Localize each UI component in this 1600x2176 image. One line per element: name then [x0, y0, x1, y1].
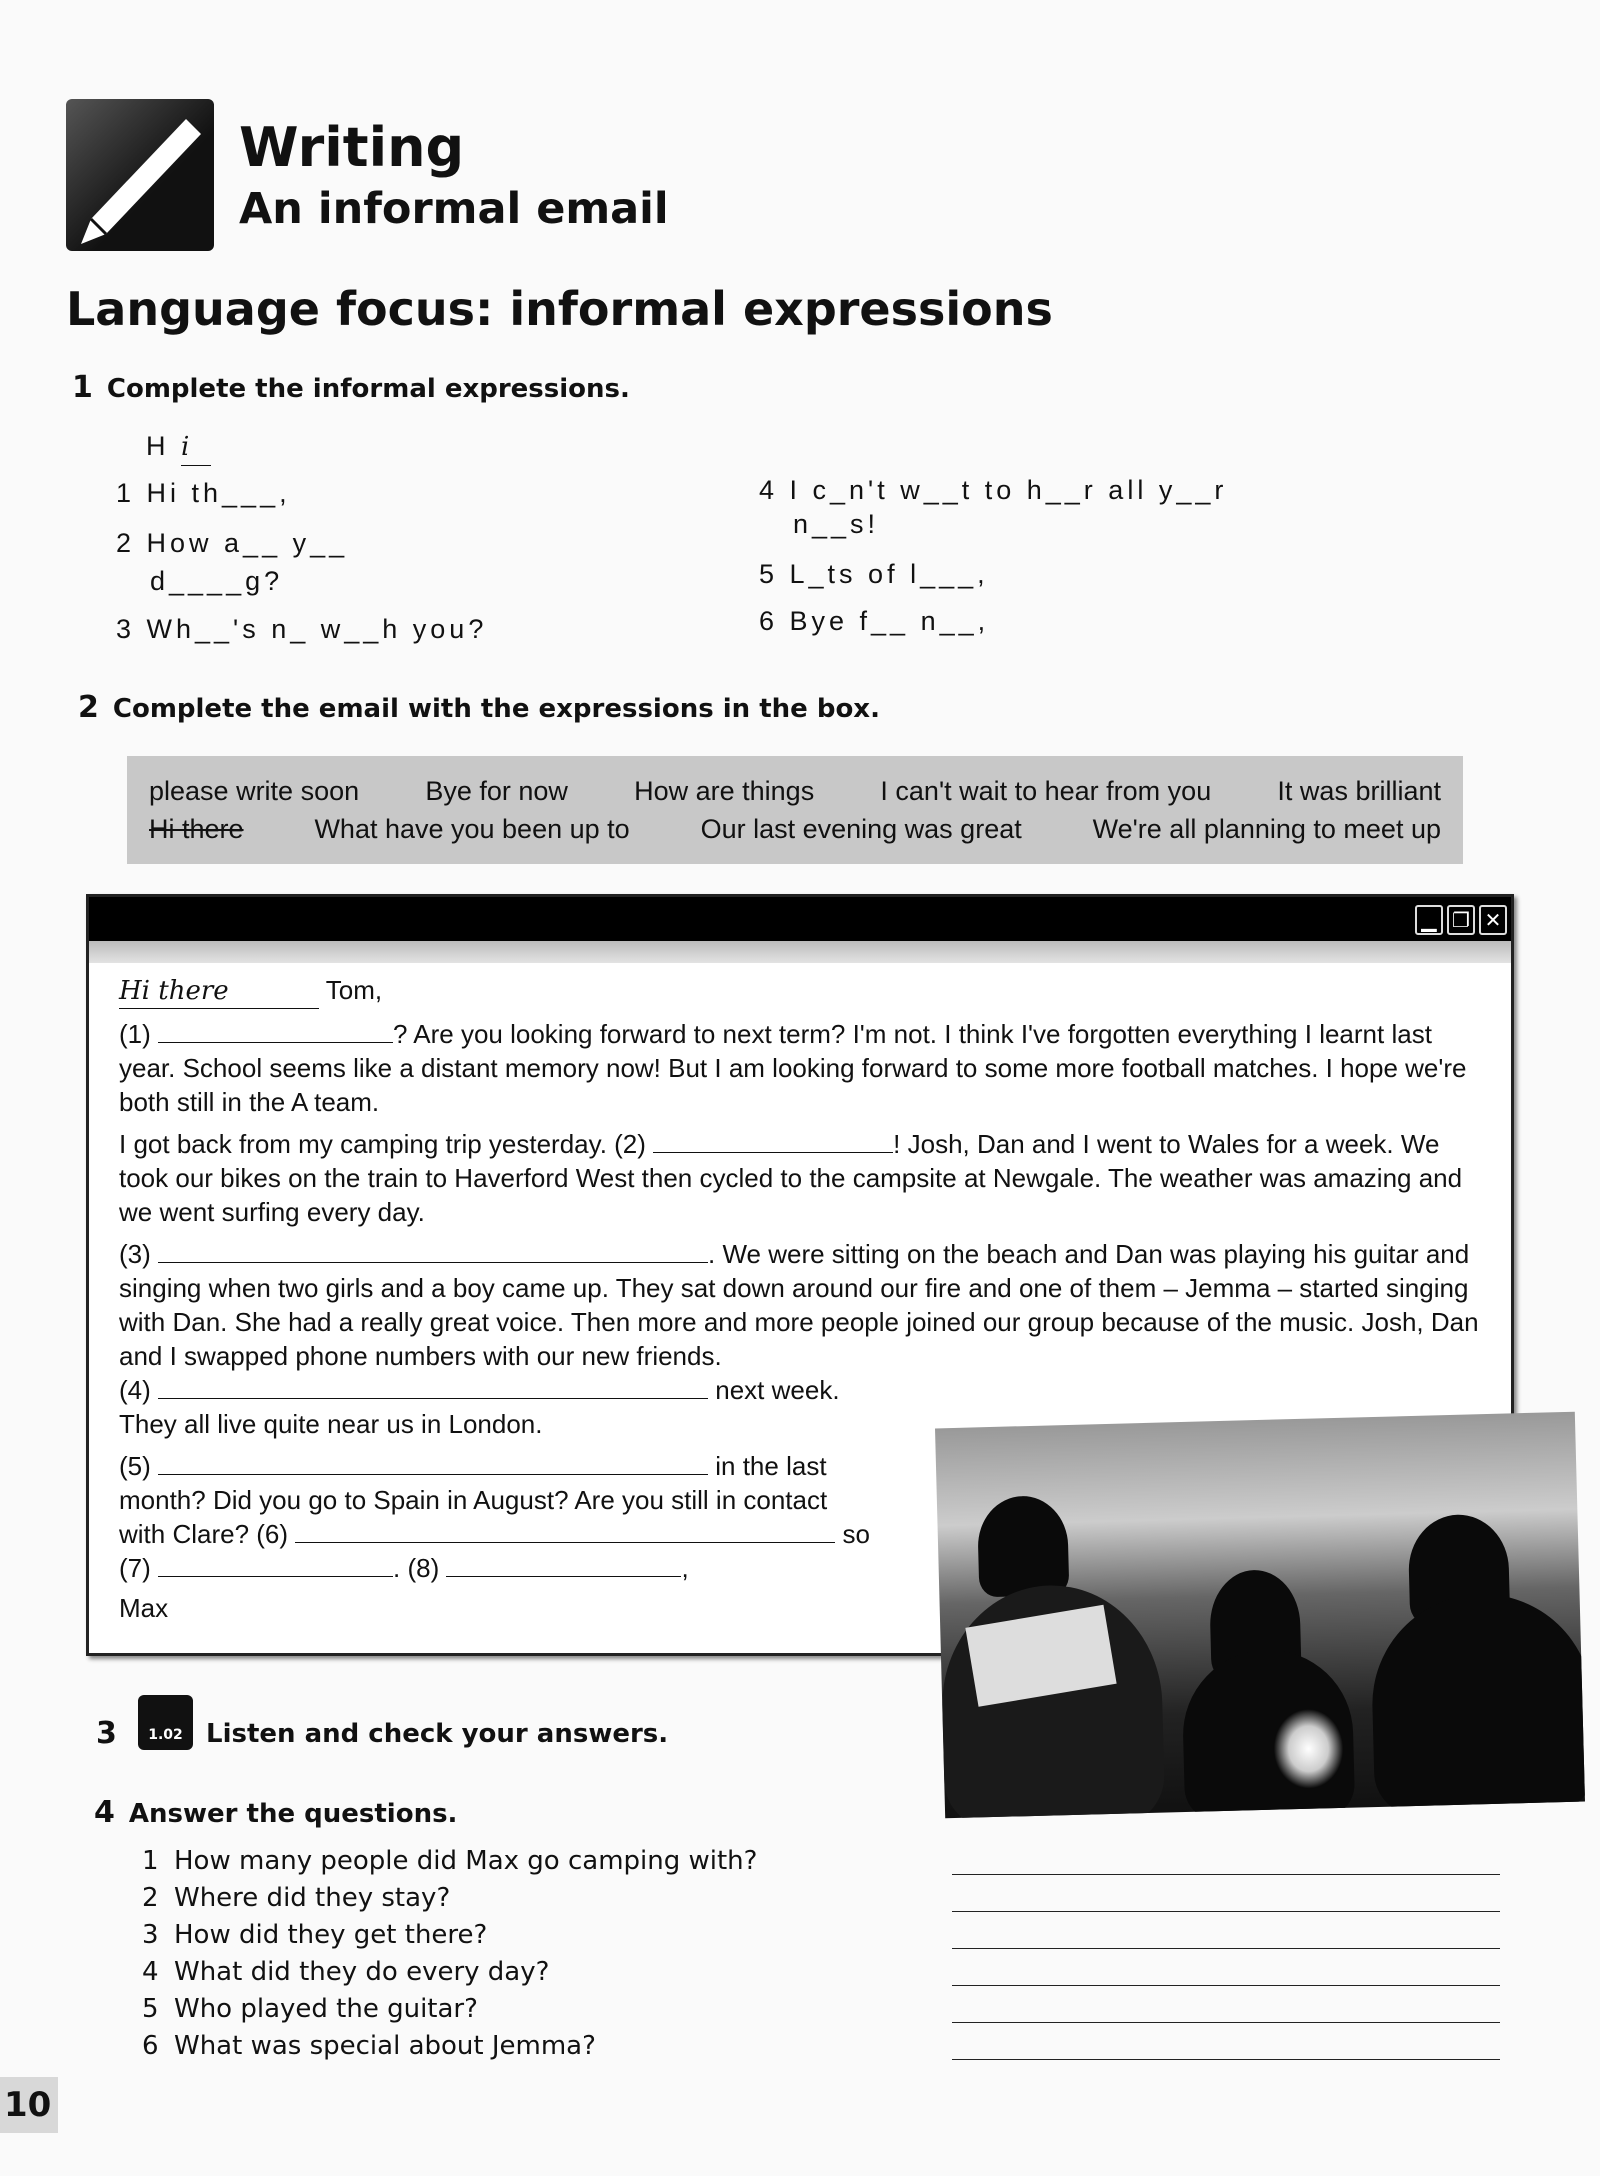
window-title-bar — [89, 897, 1511, 941]
question: 1 How many people did Max go camping with? — [142, 1846, 758, 1876]
ex1-item: 1 Hi th___, — [116, 478, 291, 508]
ex1-item: d____g? — [150, 566, 284, 596]
exercise-4-heading: 4 Answer the questions. — [94, 1795, 458, 1830]
example: H i — [146, 428, 211, 466]
close-icon[interactable]: ✕ — [1479, 905, 1507, 935]
question: 2 Where did they stay? — [142, 1883, 451, 1913]
page-number: 10 — [0, 2077, 58, 2133]
section-title: Language focus: informal expressions — [66, 282, 1053, 336]
page-subtitle: An informal email — [239, 184, 669, 234]
email-body: Hi there Tom, (1) ? Are you looking forward to next term? I'm not. I think I've forgotten everything I learnt last year. School seems like a distant memory now! But I am looking forward to some more football matches. I hope we're both still in the A team. I got back from my camping trip yesterday. (2) ! Josh, Dan and I went to Wales for a week. We took our bikes on the train to Haverford West then cycled to the campsite at Newgale. The weather was amazing and we went surfing every day. (3) . We were sitting on the beach and Dan was playing his guitar and singing when two girls and a boy came up. They sat down around our fire and one of them – Jemma – started singing with Dan. She had a really great voice. Then more and more people joined our group because of the music. Josh, Dan and I swapped phone numbers with our new friends. (4) next week. They all live quite near us in London. (5) in the last month? Did you go to Spain in August? Are you still in contact with Clare? (6) so (7) . (8) , Max — [119, 975, 1479, 1623]
fire — [1272, 1708, 1344, 1790]
answer-line[interactable] — [952, 1948, 1500, 1949]
exercise-3-instruction: Listen and check your answers. — [206, 1719, 669, 1749]
pen-icon — [66, 99, 214, 251]
audio-cd-icon[interactable]: 1.02 — [138, 1695, 193, 1750]
answer-line[interactable] — [952, 1985, 1500, 1986]
toolbar-band — [89, 941, 1511, 963]
ex1-item: 3 Wh__'s n_ w__h you? — [116, 614, 488, 644]
ex1-item: n__s! — [793, 509, 880, 539]
page-title: Writing — [239, 116, 465, 179]
ex1-item: 6 Bye f__ n__, — [759, 606, 990, 636]
restore-icon[interactable]: ❐ — [1447, 905, 1475, 935]
question: 6 What was special about Jemma? — [142, 2031, 596, 2061]
campfire-photo — [935, 1412, 1585, 1819]
answer-line[interactable] — [952, 2022, 1500, 2023]
exercise-1-heading: 1 Complete the informal expressions. — [72, 370, 630, 405]
exercise-2-heading: 2 Complete the email with the expressions in the box. — [78, 690, 880, 725]
question: 5 Who played the guitar? — [142, 1994, 478, 2024]
minimize-icon[interactable]: ▁ — [1415, 905, 1443, 935]
ex1-item: 4 I c_n't w__t to h__r all y__r — [759, 475, 1228, 505]
question: 4 What did they do every day? — [142, 1957, 550, 1987]
exercise-3-heading: 3 — [96, 1716, 117, 1751]
ex1-item: 2 How a__ y__ — [116, 528, 349, 558]
answer-line[interactable] — [952, 2059, 1500, 2060]
answer-line[interactable] — [952, 1874, 1500, 1875]
expressions-box: please write soon Bye for now How are things I can't wait to hear from you It was brilliant Hi there What have you been up to Our last evening was great We're all planning to meet up — [127, 756, 1463, 864]
question: 3 How did they get there? — [142, 1920, 488, 1950]
ex1-item: 5 L_ts of l___, — [759, 559, 989, 589]
answer-line[interactable] — [952, 1911, 1500, 1912]
